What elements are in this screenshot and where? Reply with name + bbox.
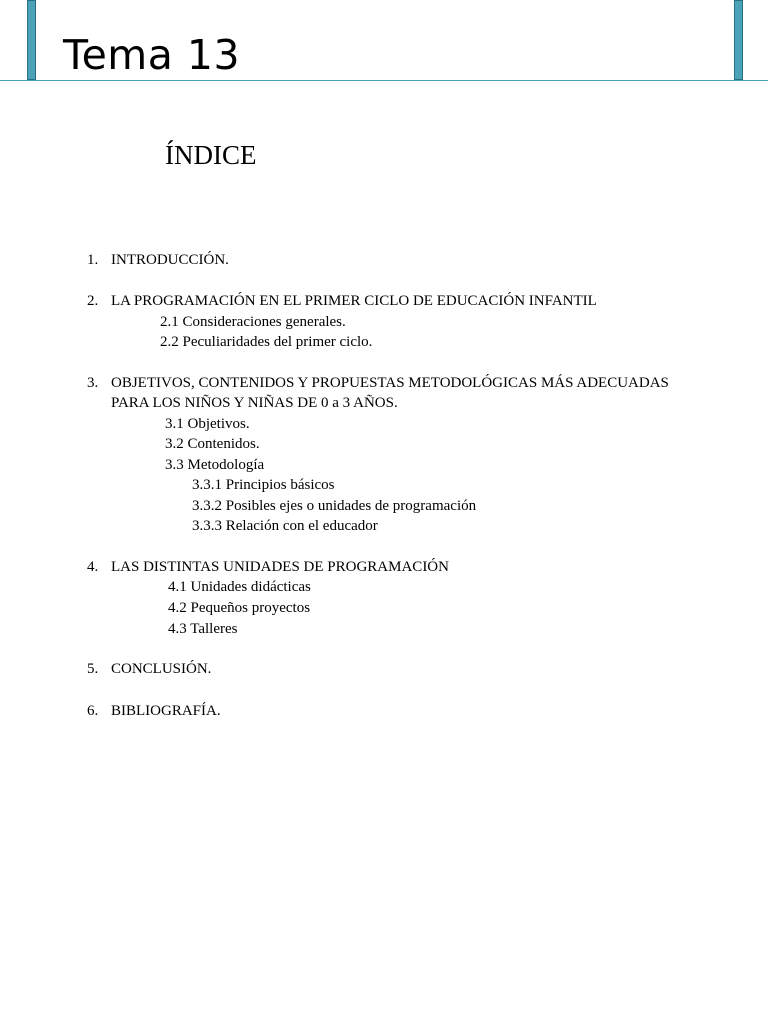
toc-item-number: 4.	[87, 559, 99, 575]
toc-item-number: 1.	[87, 252, 99, 268]
toc-item-number: 2.	[87, 293, 99, 309]
toc-item-label: LAS DISTINTAS UNIDADES DE PROGRAMACIÓN	[111, 559, 449, 575]
header-divider	[0, 80, 768, 81]
toc-item-label: BIBLIOGRAFÍA.	[111, 703, 221, 719]
toc-subsubitem-3-3-1: 3.3.1 Principios básicos	[192, 477, 335, 493]
toc-item-label: CONCLUSIÓN.	[111, 661, 212, 677]
toc-subitem-3-1: 3.1 Objetivos.	[165, 416, 250, 432]
toc-subitem-3-3: 3.3 Metodología	[165, 457, 265, 473]
toc-subitem-4-3: 4.3 Talleres	[168, 621, 238, 637]
toc-item-number: 6.	[87, 703, 99, 719]
toc-item-label: OBJETIVOS, CONTENIDOS Y PROPUESTAS METODOLÓGICAS MÁS ADECUADAS	[111, 375, 669, 391]
page-title: Tema 13	[63, 31, 241, 79]
toc-subitem-2-1: 2.1 Consideraciones generales.	[160, 314, 346, 330]
toc-subitem-3-2: 3.2 Contenidos.	[165, 436, 260, 452]
header-left-accent-bar	[27, 0, 36, 80]
toc-item-3-continuation: PARA LOS NIÑOS Y NIÑAS DE 0 a 3 AÑOS.	[111, 395, 398, 411]
toc-item-number: 5.	[87, 661, 99, 677]
header-right-accent-bar	[734, 0, 743, 80]
toc-item-number: 3.	[87, 375, 99, 391]
toc-subsubitem-3-3-2: 3.3.2 Posibles ejes o unidades de programación	[192, 498, 477, 514]
toc-subitem-2-2: 2.2 Peculiaridades del primer ciclo.	[160, 334, 373, 350]
toc-subitem-4-1: 4.1 Unidades didácticas	[168, 579, 311, 595]
toc-subsubitem-3-3-3: 3.3.3 Relación con el educador	[192, 518, 378, 534]
toc-item-label: INTRODUCCIÓN.	[111, 252, 229, 268]
toc-item-label: LA PROGRAMACIÓN EN EL PRIMER CICLO DE EDUCACIÓN INFANTIL	[111, 293, 597, 309]
toc-subitem-4-2: 4.2 Pequeños proyectos	[168, 600, 311, 616]
index-heading: ÍNDICE	[165, 140, 257, 170]
